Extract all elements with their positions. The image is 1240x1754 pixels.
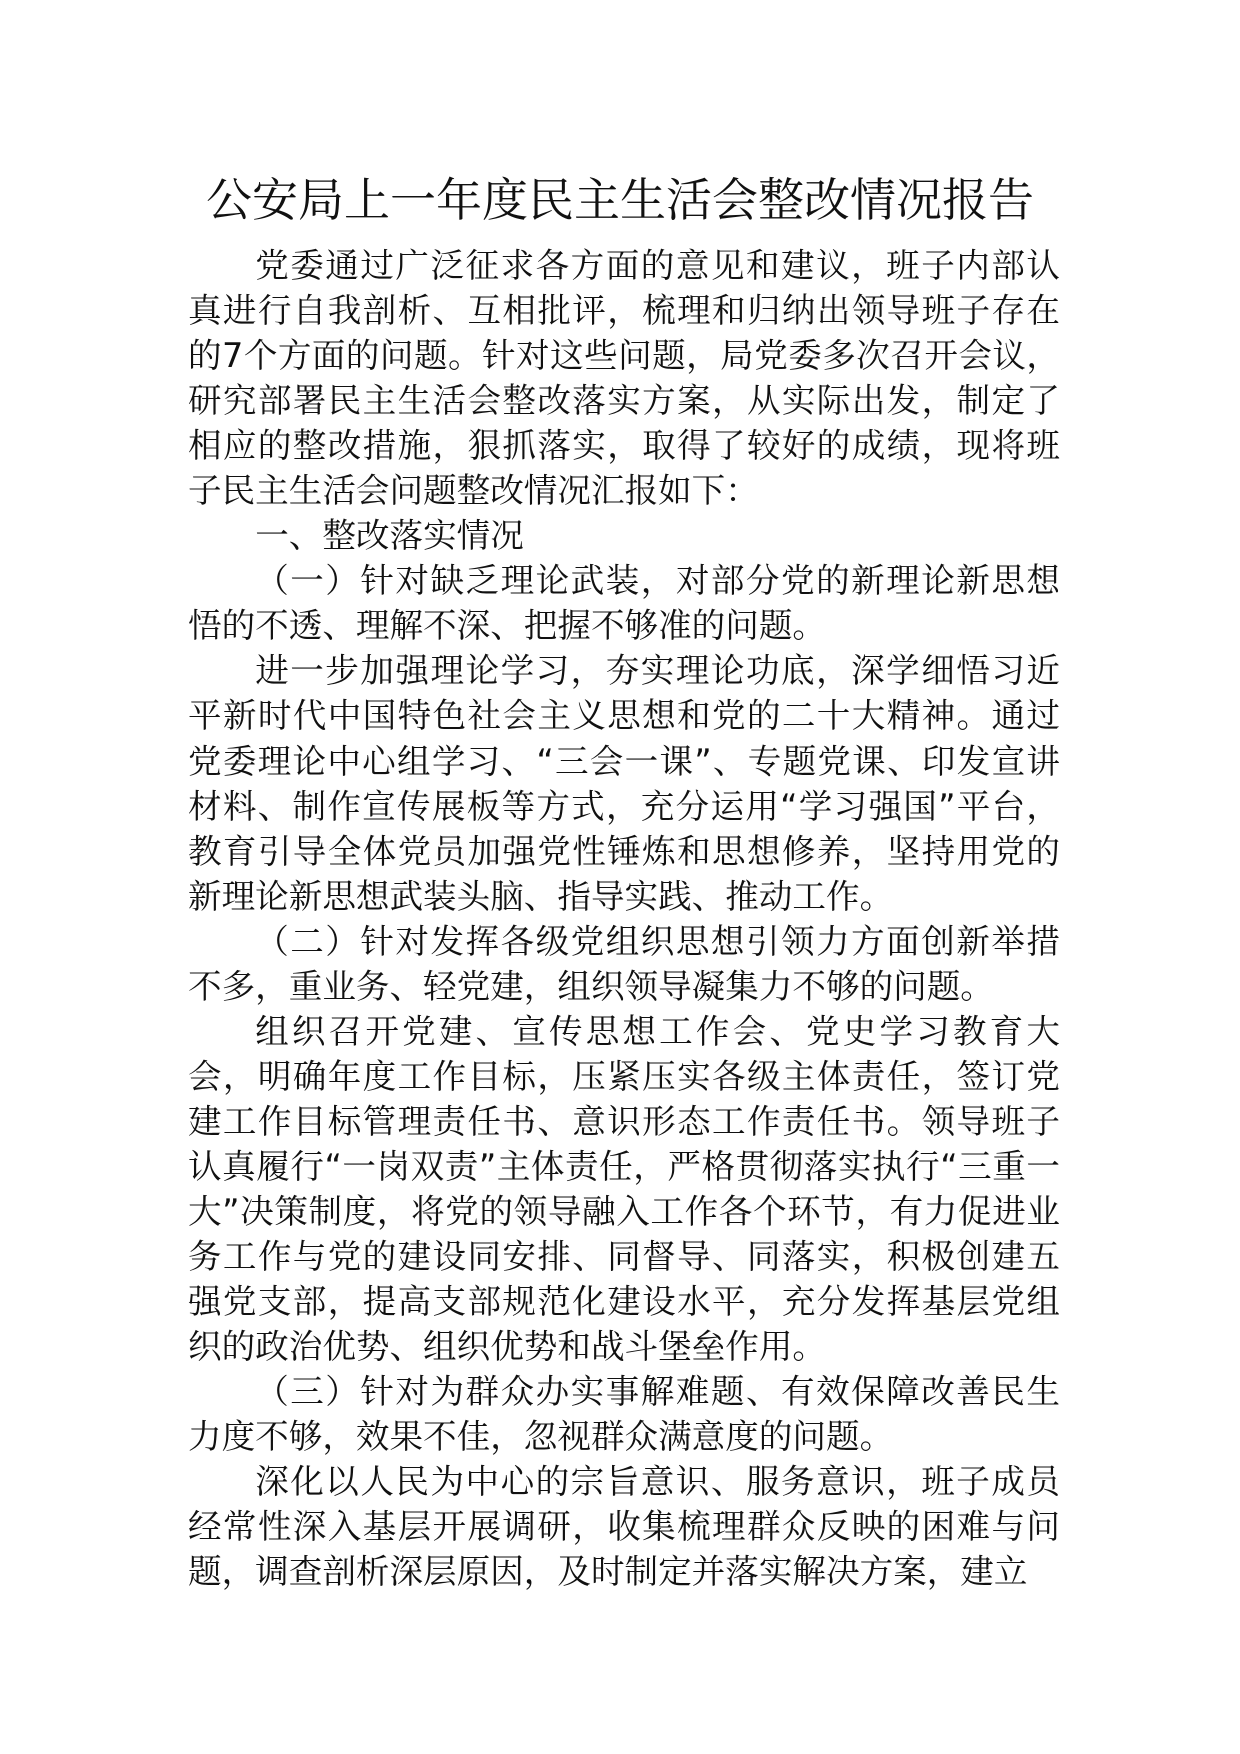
body-paragraph-3: 深化以人民为中心的宗旨意识、服务意识，班子成员经常性深入基层开展调研，收集梳理群众反映的困难与问题，调查剖析深层原因，及时制定并落实解决方案，建立: [188, 1462, 1060, 1592]
document-body: [188, 243, 1060, 1594]
body-paragraph-1: 进一步加强理论学习，夯实理论功底，深学细悟习近平新时代中国特色社会主义思想和党的二十大精神。通过党委理论中心组学习、“三会一课”、专题党课、印发宣讲材料、制作宣传展板等方式，充分运用“学习强国”平台，教育引导全体党员加强党性锤炼和思想修养，坚持用党的新理论新思想武装头脑、指导实践、推动工作。: [188, 651, 1060, 916]
subsection-heading-3: （三）针对为群众办实事解难题、有效保障改善民生力度不够，效果不佳，忽视群众满意度的问题。: [188, 1372, 1060, 1457]
subsection-heading-1: （一）针对缺乏理论武装，对部分党的新理论新思想悟的不透、理解不深、把握不够准的问题。: [188, 561, 1060, 646]
subsection-heading-2: （二）针对发挥各级党组织思想引领力方面创新举措不多，重业务、轻党建，组织领导凝集力不够的问题。: [188, 921, 1060, 1006]
body-paragraph-2: 组织召开党建、宣传思想工作会、党史学习教育大会，明确年度工作目标，压紧压实各级主体责任，签订党建工作目标管理责任书、意识形态工作责任书。领导班子认真履行“一岗双责”主体责任，严格贯彻落实执行“三重一大”决策制度，将党的领导融入工作各个环节，有力促进业务工作与党的建设同安排、同督导、同落实，积极创建五强党支部，提高支部规范化建设水平，充分发挥基层党组织的政治优势、组织优势和战斗堡垒作用。: [188, 1011, 1060, 1367]
section-heading-1: 一、整改落实情况: [255, 516, 524, 556]
intro-paragraph: 党委通过广泛征求各方面的意见和建议，班子内部认真进行自我剖析、互相批评，梳理和归纳出领导班子存在的7个方面的问题。针对这些问题，局党委多次召开会议，研究部署民主生活会整改落实方案，从实际出发，制定了相应的整改措施，狠抓落实，取得了较好的成绩，现将班子民主生活会问题整改情况汇报如下：: [188, 246, 1060, 511]
document-title: 公安局上一年度民主生活会整改情况报告: [206, 173, 1034, 227]
